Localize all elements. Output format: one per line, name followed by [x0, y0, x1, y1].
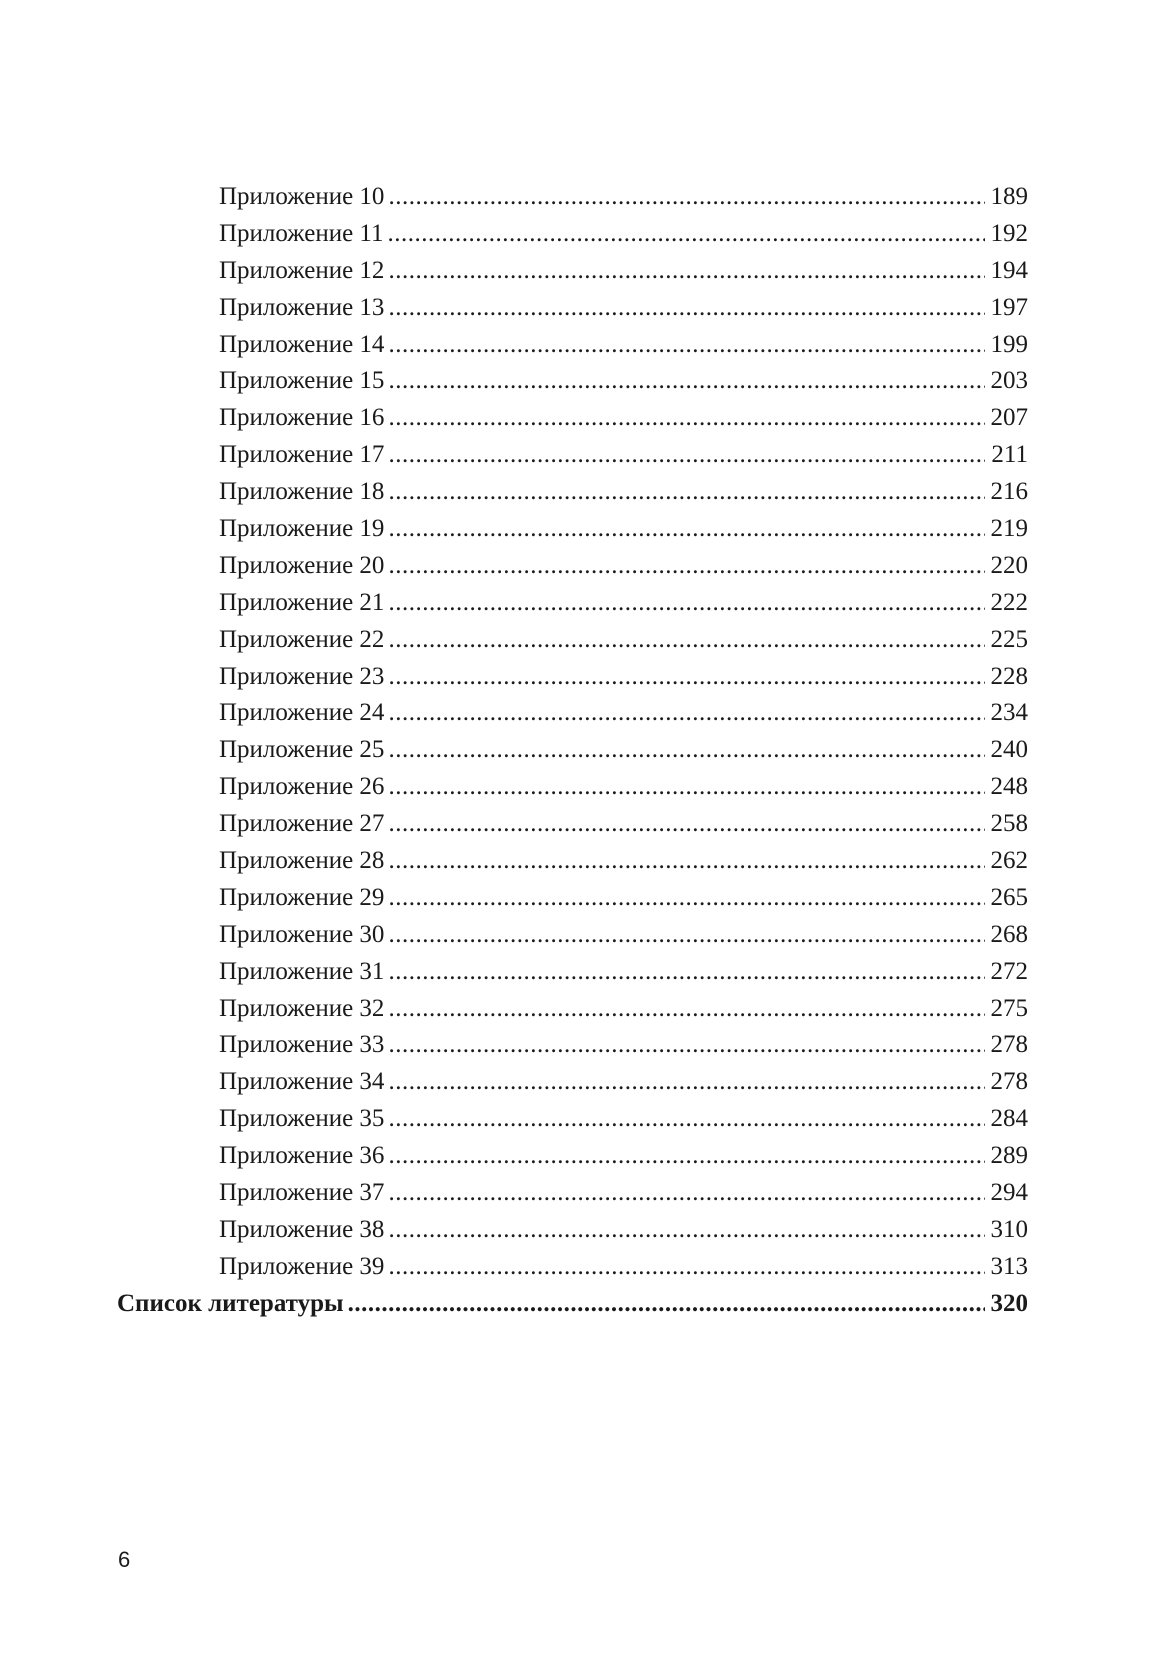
toc-entry-title: Приложение 36	[219, 1142, 385, 1170]
toc-entry-title: Список литературы	[117, 1289, 344, 1317]
toc-dot-leader	[388, 1249, 984, 1286]
toc-entry-page: 294	[990, 1179, 1028, 1207]
toc-dot-leader	[388, 1212, 984, 1249]
toc-entry-page: 310	[990, 1215, 1028, 1243]
toc-entry-appendix-21[interactable]	[117, 585, 1028, 622]
toc-entry-appendix-28[interactable]	[117, 843, 1028, 880]
toc-entry-page: 211	[991, 441, 1028, 469]
toc-entry-appendix-26[interactable]	[117, 769, 1028, 806]
toc-entry-title: Приложение 29	[219, 883, 385, 911]
toc-dot-leader	[388, 585, 984, 622]
toc-entry-title: Приложение 34	[219, 1068, 385, 1096]
toc-dot-leader	[388, 290, 984, 327]
toc-entry-appendix-25[interactable]	[117, 732, 1028, 769]
toc-entry-title: Приложение 15	[219, 367, 385, 395]
toc-dot-leader	[388, 1064, 984, 1101]
toc-dot-leader	[388, 954, 984, 991]
toc-dot-leader	[388, 659, 984, 696]
toc-dot-leader	[388, 622, 984, 659]
toc-entry-appendix-36[interactable]	[117, 1138, 1028, 1175]
toc-dot-leader	[388, 991, 984, 1028]
toc-entry-appendix-17[interactable]	[117, 437, 1028, 474]
toc-dot-leader	[388, 474, 984, 511]
toc-dot-leader	[388, 327, 984, 364]
toc-dot-leader	[348, 1286, 985, 1323]
toc-entry-page: 222	[990, 588, 1028, 616]
toc-entry-page: 278	[990, 1031, 1028, 1059]
toc-entry-appendix-39[interactable]	[117, 1249, 1028, 1286]
toc-entry-title: Приложение 37	[219, 1179, 385, 1207]
toc-entry-title: Приложение 26	[219, 773, 385, 801]
toc-dot-leader	[388, 1138, 984, 1175]
toc-entry-appendix-10[interactable]	[117, 179, 1028, 216]
toc-entry-appendix-30[interactable]	[117, 917, 1028, 954]
toc-entry-appendix-33[interactable]	[117, 1027, 1028, 1064]
toc-dot-leader	[388, 437, 985, 474]
toc-entry-appendix-35[interactable]	[117, 1101, 1028, 1138]
toc-entry-page: 225	[990, 625, 1028, 653]
toc-entry-appendix-15[interactable]	[117, 363, 1028, 400]
toc-dot-leader	[388, 179, 984, 216]
toc-entry-appendix-37[interactable]	[117, 1175, 1028, 1212]
toc-dot-leader	[388, 1101, 984, 1138]
toc-entry-title: Приложение 14	[219, 330, 385, 358]
page-number: 6	[118, 1547, 131, 1572]
toc-entry-title: Приложение 27	[219, 810, 385, 838]
toc-entry-title: Приложение 28	[219, 847, 385, 875]
toc-entry-title: Приложение 33	[219, 1031, 385, 1059]
toc-entry-page: 234	[990, 699, 1028, 727]
toc-entry-title: Приложение 22	[219, 625, 385, 653]
toc-dot-leader	[388, 732, 984, 769]
toc-entry-title: Приложение 24	[219, 699, 385, 727]
toc-dot-leader	[388, 363, 984, 400]
toc-entry-page: 189	[990, 183, 1028, 210]
toc-entry-page: 220	[990, 551, 1028, 579]
toc-entry-page: 313	[990, 1252, 1028, 1280]
toc-entry-title: Приложение 21	[219, 588, 385, 616]
toc-dot-leader	[388, 1175, 984, 1212]
toc-dot-leader	[388, 880, 984, 917]
toc-entry-appendix-20[interactable]	[117, 548, 1028, 585]
toc-entry-title: Приложение 17	[219, 441, 385, 469]
toc-entry-page: 320	[990, 1289, 1028, 1317]
toc-entry-page: 278	[990, 1068, 1028, 1096]
toc-entry-appendix-22[interactable]	[117, 622, 1028, 659]
toc-entry-bibliography[interactable]	[117, 1286, 1028, 1323]
toc-entry-title: Приложение 35	[219, 1105, 385, 1133]
toc-entry-page: 272	[990, 957, 1028, 985]
table-of-contents	[117, 179, 1028, 1323]
toc-dot-leader	[388, 511, 984, 548]
toc-dot-leader	[388, 548, 984, 585]
toc-entry-page: 192	[990, 219, 1028, 247]
toc-entry-title: Приложение 31	[219, 957, 385, 985]
toc-dot-leader	[388, 253, 984, 290]
toc-dot-leader	[388, 1027, 984, 1064]
toc-entry-page: 265	[990, 883, 1028, 911]
toc-entry-appendix-14[interactable]	[117, 327, 1028, 364]
toc-dot-leader	[388, 400, 984, 437]
toc-entry-appendix-11[interactable]	[117, 216, 1028, 253]
toc-entry-appendix-12[interactable]	[117, 253, 1028, 290]
toc-entry-title: Приложение 38	[219, 1215, 385, 1243]
toc-entry-page: 275	[990, 994, 1028, 1022]
toc-entry-appendix-24[interactable]	[117, 695, 1028, 732]
toc-entry-appendix-16[interactable]	[117, 400, 1028, 437]
toc-entry-page: 203	[990, 367, 1028, 395]
toc-dot-leader	[388, 806, 984, 843]
toc-dot-leader	[388, 917, 984, 954]
toc-dot-leader	[388, 695, 984, 732]
toc-entry-appendix-31[interactable]	[117, 954, 1028, 991]
toc-entry-title: Приложение 13	[219, 293, 385, 321]
toc-entry-appendix-23[interactable]	[117, 659, 1028, 696]
toc-entry-page: 216	[990, 478, 1028, 506]
toc-entry-appendix-29[interactable]	[117, 880, 1028, 917]
toc-entry-title: Приложение 11	[219, 219, 384, 247]
toc-entry-title: Приложение 25	[219, 736, 385, 764]
toc-entry-appendix-38[interactable]	[117, 1212, 1028, 1249]
toc-entry-page: 268	[990, 920, 1028, 948]
toc-entry-appendix-18[interactable]	[117, 474, 1028, 511]
toc-entry-page: 240	[990, 736, 1028, 764]
toc-entry-title: Приложение 20	[219, 551, 385, 579]
toc-entry-page: 262	[990, 847, 1028, 875]
toc-entry-appendix-32[interactable]	[117, 991, 1028, 1028]
toc-entry-appendix-27[interactable]	[117, 806, 1028, 843]
toc-entry-title: Приложение 16	[219, 404, 385, 432]
toc-entry-page: 248	[990, 773, 1028, 801]
toc-entry-page: 289	[990, 1142, 1028, 1170]
toc-entry-page: 199	[990, 330, 1028, 358]
toc-dot-leader	[388, 769, 984, 806]
toc-entry-appendix-13[interactable]	[117, 290, 1028, 327]
toc-entry-page: 194	[990, 256, 1028, 284]
toc-entry-page: 258	[990, 810, 1028, 838]
toc-entry-title: Приложение 12	[219, 256, 385, 284]
toc-entry-title: Приложение 23	[219, 662, 385, 690]
toc-entry-title: Приложение 39	[219, 1252, 385, 1280]
toc-entry-title: Приложение 19	[219, 515, 385, 543]
toc-entry-page: 228	[990, 662, 1028, 690]
toc-entry-page: 284	[990, 1105, 1028, 1133]
toc-entry-page: 197	[990, 293, 1028, 321]
toc-entry-appendix-19[interactable]	[117, 511, 1028, 548]
toc-entry-page: 219	[990, 515, 1028, 543]
toc-entry-appendix-34[interactable]	[117, 1064, 1028, 1101]
toc-entry-title: Приложение 30	[219, 920, 385, 948]
toc-dot-leader	[388, 843, 984, 880]
toc-entry-title: Приложение 10	[219, 183, 385, 210]
toc-dot-leader	[388, 216, 985, 253]
toc-entry-title: Приложение 18	[219, 478, 385, 506]
toc-entry-title: Приложение 32	[219, 994, 385, 1022]
toc-entry-page: 207	[990, 404, 1028, 432]
